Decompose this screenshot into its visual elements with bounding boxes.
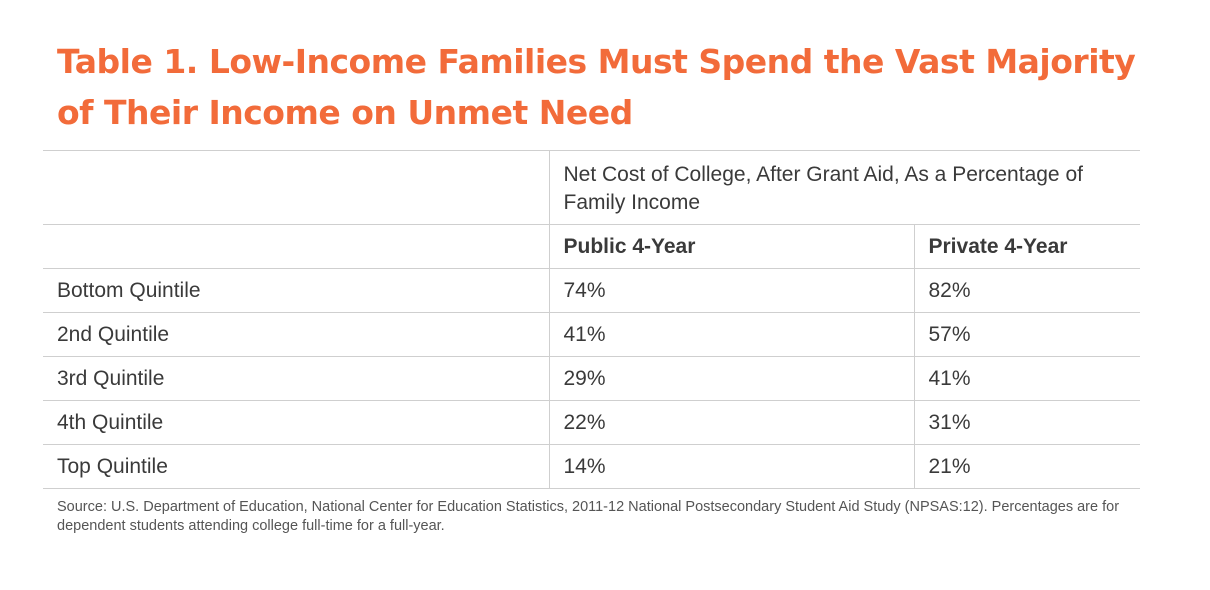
cell-public-4-year: 29%	[549, 357, 914, 401]
cell-public-4-year: 22%	[549, 401, 914, 445]
empty-header-cell	[43, 225, 549, 269]
cell-private-4-year: 82%	[914, 269, 1140, 313]
cell-private-4-year: 31%	[914, 401, 1140, 445]
title-line-2: of Their Income on Unmet Need	[57, 93, 633, 132]
row-label: Bottom Quintile	[43, 269, 549, 313]
cell-public-4-year: 41%	[549, 313, 914, 357]
table-row	[43, 357, 1140, 401]
cell-private-4-year: 41%	[914, 357, 1140, 401]
row-label: 4th Quintile	[43, 401, 549, 445]
column-header-row	[43, 225, 1140, 269]
cell-private-4-year: 21%	[914, 445, 1140, 489]
title-line-1: Table 1. Low-Income Families Must Spend the Vast Majority	[57, 42, 1136, 81]
empty-corner-cell	[43, 151, 549, 225]
table-body	[43, 269, 1140, 489]
table-row	[43, 313, 1140, 357]
column-header-public: Public 4-Year	[549, 225, 914, 269]
row-label: 3rd Quintile	[43, 357, 549, 401]
table-row	[43, 269, 1140, 313]
cell-public-4-year: 14%	[549, 445, 914, 489]
row-label: 2nd Quintile	[43, 313, 549, 357]
column-group-row	[43, 151, 1140, 225]
column-header-private: Private 4-Year	[914, 225, 1140, 269]
data-table	[43, 150, 1140, 489]
table-title	[57, 36, 1137, 138]
column-group-header: Net Cost of College, After Grant Aid, As a Percentage of Family Income	[549, 151, 1140, 225]
row-label: Top Quintile	[43, 445, 549, 489]
source-note: Source: U.S. Department of Education, National Center for Education Statistics, 2011-12 National Postsecondary Student Aid Study (NPSAS:12). Percentages are for dependent students attending college full-time for a full-year.	[57, 499, 1120, 534]
table-row	[43, 401, 1140, 445]
cell-public-4-year: 74%	[549, 269, 914, 313]
table-row	[43, 445, 1140, 489]
cell-private-4-year: 57%	[914, 313, 1140, 357]
